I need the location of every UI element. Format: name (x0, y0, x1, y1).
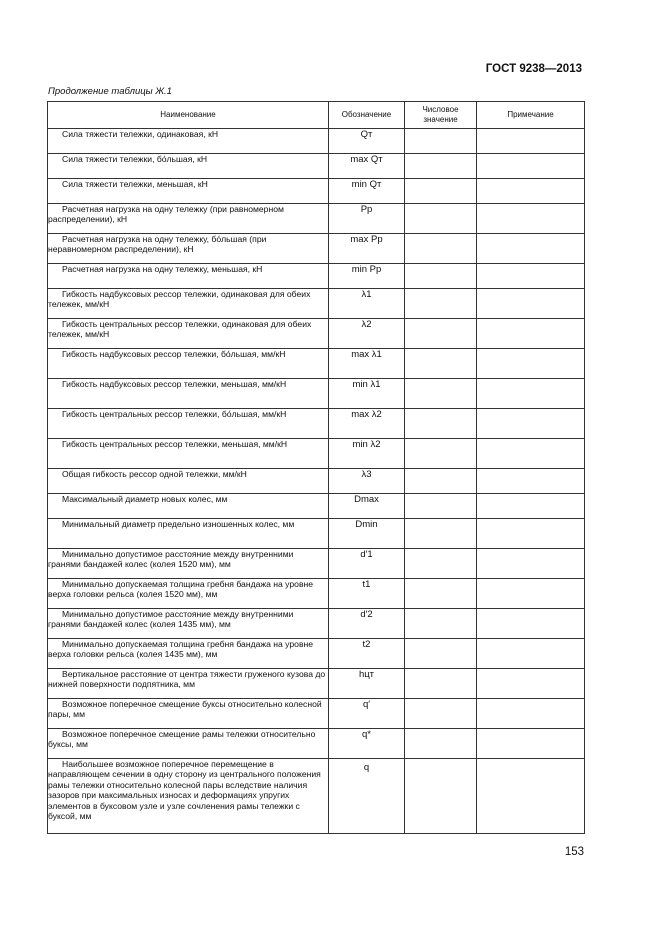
parameter-name-cell (48, 609, 329, 639)
parameter-name: Гибкость центральных рессор тележки, меньшая, мм/кН (62, 439, 288, 449)
note-cell (477, 264, 585, 289)
numeric-value-cell (405, 639, 477, 669)
parameter-symbol: min Pр (351, 264, 382, 275)
numeric-value-cell (405, 759, 477, 834)
table-row (48, 264, 585, 289)
parameter-name-cell (48, 379, 329, 409)
parameter-symbol-cell (329, 234, 405, 264)
note-cell (477, 469, 585, 494)
parameter-symbol: max λ2 (351, 409, 382, 420)
parameter-name: Гибкость центральных рессор тележки, бо́льшая, мм/кН (62, 409, 287, 419)
parameter-name: Гибкость надбуксовых рессор тележки, меньшая, мм/кН (62, 379, 287, 389)
parameter-name-cell (48, 639, 329, 669)
column-header-symbol: Обозначение (329, 102, 405, 129)
parameter-name-cell (48, 469, 329, 494)
note-cell (477, 519, 585, 549)
parameter-symbol-cell (329, 759, 405, 834)
parameter-symbol-cell (329, 519, 405, 549)
table-row (48, 289, 585, 319)
parameter-symbol: Dmax (354, 494, 379, 505)
note-cell (477, 759, 585, 834)
parameter-name-cell (48, 519, 329, 549)
table-row (48, 759, 585, 834)
parameter-symbol-cell (329, 579, 405, 609)
parameter-name-cell (48, 264, 329, 289)
parameter-name: Сила тяжести тележки, бо́льшая, кН (62, 154, 208, 164)
numeric-value-cell (405, 179, 477, 204)
numeric-value-cell (405, 519, 477, 549)
numeric-value-cell (405, 669, 477, 699)
parameter-symbol: Dmin (355, 519, 378, 530)
parameter-symbol-cell (329, 319, 405, 349)
parameter-symbol-cell (329, 349, 405, 379)
column-header-name: Наименование (48, 102, 329, 129)
parameter-symbol: q (363, 762, 370, 773)
parameter-symbol: Pр (360, 204, 373, 215)
numeric-value-cell (405, 729, 477, 759)
numeric-value-cell (405, 469, 477, 494)
note-cell (477, 204, 585, 234)
parameter-name-cell (48, 579, 329, 609)
table-row (48, 349, 585, 379)
parameter-name: Расчетная нагрузка на одну тележку, бо́льшая (при неравномерном распределении), кН (48, 234, 267, 255)
parameter-name: Общая гибкость рессор одной тележки, мм/кН (62, 469, 247, 479)
parameter-name-cell (48, 319, 329, 349)
numeric-value-cell (405, 549, 477, 579)
parameter-symbol: q′ (362, 699, 371, 710)
numeric-value-cell (405, 439, 477, 469)
table-row (48, 439, 585, 469)
page-number: 153 (564, 846, 584, 858)
parameter-name: Сила тяжести тележки, одинаковая, кН (62, 129, 219, 139)
numeric-value-cell (405, 289, 477, 319)
parameter-name: Расчетная нагрузка на одну тележку (при равномерном распределении), кН (48, 204, 284, 225)
parameter-symbol-cell (329, 179, 405, 204)
numeric-value-cell (405, 154, 477, 179)
parameter-symbol-cell (329, 289, 405, 319)
table-row (48, 549, 585, 579)
parameter-name: Наибольшее возможное поперечное перемещение в направляющем сечении в одну сторону из центрального положения рамы тележки относительно колесной пары вследствие наличия зазоров при максимальных износах и деформациях упругих элементов в буксовом узле и узле сочленения рамы тележки с буксой, мм (48, 759, 321, 822)
parameter-symbol-cell (329, 379, 405, 409)
parameter-name: Расчетная нагрузка на одну тележку, меньшая, кН (62, 264, 263, 274)
parameter-symbol: λ3 (361, 469, 372, 480)
note-cell (477, 729, 585, 759)
parameter-name-cell (48, 439, 329, 469)
parameter-symbol-cell (329, 264, 405, 289)
note-cell (477, 699, 585, 729)
parameters-table (47, 101, 585, 834)
table-row (48, 669, 585, 699)
parameter-symbol-cell (329, 204, 405, 234)
parameter-symbol-cell (329, 469, 405, 494)
numeric-value-cell (405, 349, 477, 379)
numeric-value-cell (405, 129, 477, 154)
note-cell (477, 579, 585, 609)
parameter-name: Гибкость надбуксовых рессор тележки, одинаковая для обеих тележек, мм/кН (48, 289, 311, 310)
numeric-value-cell (405, 379, 477, 409)
parameter-name-cell (48, 759, 329, 834)
table-row (48, 519, 585, 549)
numeric-value-cell (405, 494, 477, 519)
note-cell (477, 549, 585, 579)
table-row (48, 319, 585, 349)
note-cell (477, 494, 585, 519)
table-row (48, 609, 585, 639)
table-row (48, 154, 585, 179)
parameter-name: Минимально допустимое расстояние между внутренними гранями бандажей колес (колея 1435 мм), мм (48, 609, 294, 630)
parameter-symbol-cell (329, 699, 405, 729)
table-row (48, 469, 585, 494)
note-cell (477, 129, 585, 154)
parameter-symbol-cell (329, 639, 405, 669)
table-row (48, 729, 585, 759)
parameter-name: Возможное поперечное смещение рамы тележки относительно буксы, мм (48, 729, 316, 750)
parameter-symbol-cell (329, 729, 405, 759)
table-row (48, 179, 585, 204)
table-row (48, 129, 585, 154)
standard-designation: ГОСТ 9238—2013 (485, 63, 582, 75)
parameter-name-cell (48, 289, 329, 319)
parameter-name-cell (48, 204, 329, 234)
parameter-symbol: max Qт (350, 154, 383, 165)
parameter-symbol: λ1 (361, 289, 372, 300)
parameter-name: Гибкость надбуксовых рессор тележки, бо́льшая, мм/кН (62, 349, 286, 359)
parameter-symbol: max Pр (350, 234, 383, 245)
parameter-symbol: Qт (360, 129, 373, 140)
table-header-row (48, 102, 585, 129)
numeric-value-cell (405, 234, 477, 264)
note-cell (477, 639, 585, 669)
note-cell (477, 669, 585, 699)
numeric-value-cell (405, 204, 477, 234)
parameter-symbol-cell (329, 154, 405, 179)
parameter-symbol-cell (329, 409, 405, 439)
parameter-symbol: min λ1 (352, 379, 381, 390)
numeric-value-cell (405, 579, 477, 609)
parameter-name-cell (48, 549, 329, 579)
note-cell (477, 409, 585, 439)
note-cell (477, 439, 585, 469)
parameter-name-cell (48, 129, 329, 154)
parameter-symbol: q* (362, 729, 371, 740)
note-cell (477, 289, 585, 319)
parameter-symbol: t1 (362, 579, 371, 590)
parameter-name-cell (48, 234, 329, 264)
column-header-value: Числовое значение (405, 102, 477, 129)
table-row (48, 379, 585, 409)
parameter-name: Минимально допускаемая толщина гребня бандажа на уровне верха головки рельса (колея 1435 мм), мм (48, 639, 314, 660)
parameter-symbol: max λ1 (351, 349, 382, 360)
parameter-name: Сила тяжести тележки, меньшая, кН (62, 179, 208, 189)
parameter-symbol: t2 (362, 639, 371, 650)
parameter-name-cell (48, 669, 329, 699)
parameter-name: Максимальный диаметр новых колес, мм (62, 494, 228, 504)
parameter-symbol-cell (329, 494, 405, 519)
table-row (48, 699, 585, 729)
parameter-symbol: min λ2 (352, 439, 381, 450)
parameter-name-cell (48, 409, 329, 439)
note-cell (477, 379, 585, 409)
numeric-value-cell (405, 409, 477, 439)
parameter-name-cell (48, 699, 329, 729)
parameter-symbol: hцт (358, 669, 375, 680)
parameter-symbol-cell (329, 549, 405, 579)
note-cell (477, 234, 585, 264)
column-header-note: Примечание (477, 102, 585, 129)
table-row (48, 204, 585, 234)
parameter-symbol: d′1 (360, 549, 373, 560)
parameter-name: Минимальный диаметр предельно изношенных колес, мм (62, 519, 295, 529)
numeric-value-cell (405, 609, 477, 639)
table-row (48, 579, 585, 609)
parameter-name: Возможное поперечное смещение буксы относительно колесной пары, мм (48, 699, 322, 720)
table-row (48, 409, 585, 439)
note-cell (477, 154, 585, 179)
parameter-symbol-cell (329, 669, 405, 699)
parameter-name-cell (48, 349, 329, 379)
parameter-symbol: min Qт (351, 179, 382, 190)
table-row (48, 494, 585, 519)
parameter-symbol-cell (329, 609, 405, 639)
numeric-value-cell (405, 319, 477, 349)
parameter-name-cell (48, 154, 329, 179)
note-cell (477, 179, 585, 204)
parameter-symbol: λ2 (361, 319, 372, 330)
parameter-name: Минимально допускаемая толщина гребня бандажа на уровне верха головки рельса (колея 1520 мм), мм (48, 579, 314, 600)
parameter-name: Вертикальное расстояние от центра тяжести груженого кузова до нижней поверхности подпятника, мм (48, 669, 326, 690)
table-caption: Продолжение таблицы Ж.1 (48, 86, 172, 97)
note-cell (477, 349, 585, 379)
note-cell (477, 609, 585, 639)
parameter-name: Гибкость центральных рессор тележки, одинаковая для обеих тележек, мм/кН (48, 319, 312, 340)
note-cell (477, 319, 585, 349)
table-body (48, 129, 585, 834)
parameter-symbol-cell (329, 439, 405, 469)
parameter-name-cell (48, 179, 329, 204)
parameter-name-cell (48, 494, 329, 519)
table-row (48, 639, 585, 669)
parameter-name: Минимально допустимое расстояние между внутренними гранями бандажей колес (колея 1520 мм), мм (48, 549, 294, 570)
numeric-value-cell (405, 264, 477, 289)
numeric-value-cell (405, 699, 477, 729)
parameter-symbol: d′2 (360, 609, 373, 620)
parameter-symbol-cell (329, 129, 405, 154)
table-row (48, 234, 585, 264)
parameter-name-cell (48, 729, 329, 759)
